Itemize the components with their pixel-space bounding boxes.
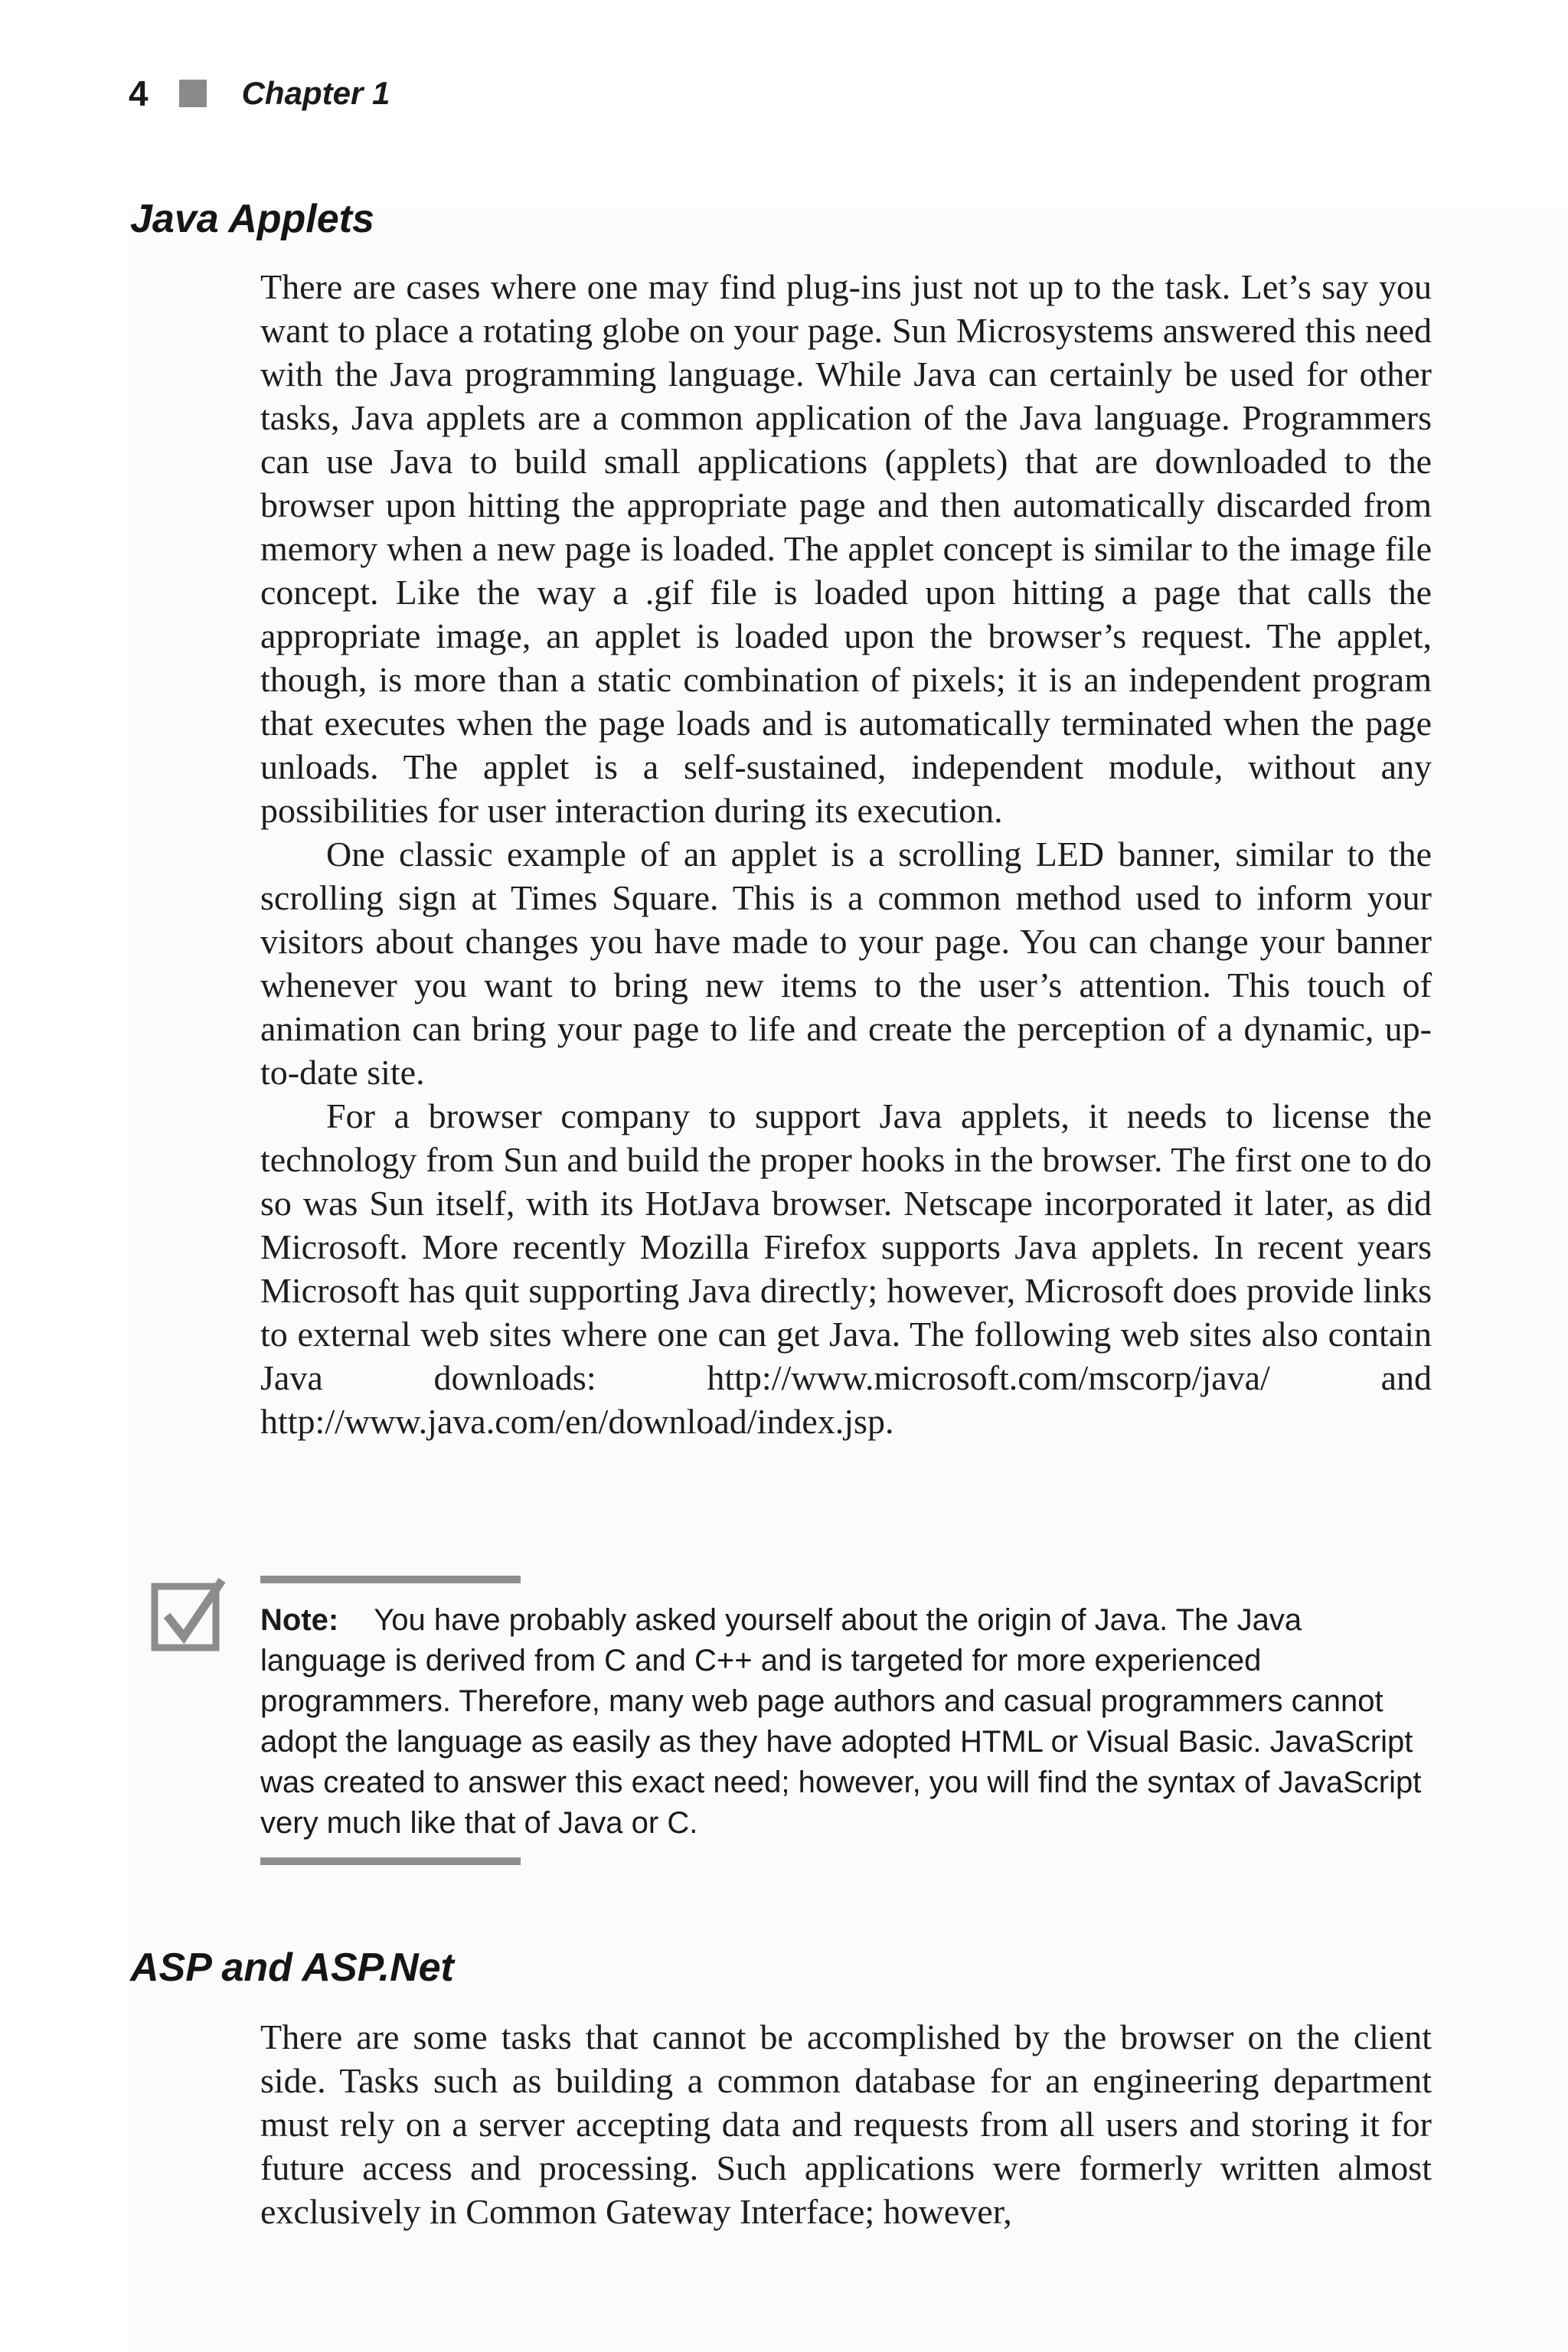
java-applets-body [260, 265, 1432, 1443]
note-bottom-rule [260, 1857, 521, 1865]
section-heading-asp: ASP and ASP.Net [130, 1945, 454, 1990]
note-body: You have probably asked yourself about the origin of Java. The Java language is derived from C and C++ and is targeted for more experienced programmers. Therefore, many web page authors and casual programmers cannot adopt the language as easily as they have adopted HTML or Visual Basic. JavaScript was created to answer this exact need; however, you will find the syntax of JavaScript very much like that of Java or C. [260, 1603, 1422, 1840]
paragraph: There are cases where one may find plug-ins just not up to the task. Let’s say you want to place a rotating globe on your page. Sun Microsystems answered this need with the Java programming language. While Java can certainly be used for other tasks, Java applets are a common application of the Java language. Programmers can use Java to build small applications (applets) that are downloaded to the browser upon hitting the appropriate page and then automatically discarded from memory when a new page is loaded. The applet concept is similar to the image file concept. Like the way a .gif file is loaded upon hitting a page that calls the appropriate image, an applet is loaded upon the browser’s request. The applet, though, is more than a static combination of pixels; it is an independent program that executes when the page loads and is automatically terminated when the page unloads. The applet is a self-sustained, independent module, without any possibilities for user interaction during its execution. [260, 267, 1432, 830]
note-top-rule [260, 1576, 521, 1583]
chapter-label: Chapter 1 [241, 75, 390, 111]
paragraph: One classic example of an applet is a scrolling LED banner, similar to the scrolling sign at Times Square. This is a common method used to inform your visitors about changes you have made to your page. You can change your banner whenever you want to bring new items to the user’s attention. This touch of animation can bring your page to life and create the perception of a dynamic, up-to-date site. [260, 835, 1432, 1092]
paragraph: There are some tasks that cannot be accomplished by the browser on the client side. Tasks such as building a common database for an engineering department must rely on a server accepting data and requests from all users and storing it for future access and processing. Such applications were formerly written almost exclusively in Common Gateway Interface; however, [260, 2017, 1432, 2231]
page-number: 4 [129, 74, 149, 113]
section-heading-java-applets: Java Applets [130, 197, 374, 241]
page-header [129, 63, 390, 124]
note-box [150, 1576, 1452, 1867]
note-text [260, 1600, 1432, 1844]
paragraph: For a browser company to support Java applets, it needs to license the technology from Sun and build the proper hooks in the browser. The first one to do so was Sun itself, with its HotJava browser. Netscape incorporated it later, as did Microsoft. More recently Mozilla Firefox supports Java applets. In recent years Microsoft has quit supporting Java directly; however, Microsoft does provide links to external web sites where one can get Java. The following web sites also contain Java downloads: http://www.microsoft.com/mscorp/java/ and http://www.java.com/en/download/index.jsp. [260, 1096, 1432, 1441]
header-square-icon [179, 80, 207, 107]
asp-body [260, 2015, 1432, 2233]
checkbox-check-icon [150, 1576, 227, 1652]
note-label: Note: [260, 1603, 339, 1637]
